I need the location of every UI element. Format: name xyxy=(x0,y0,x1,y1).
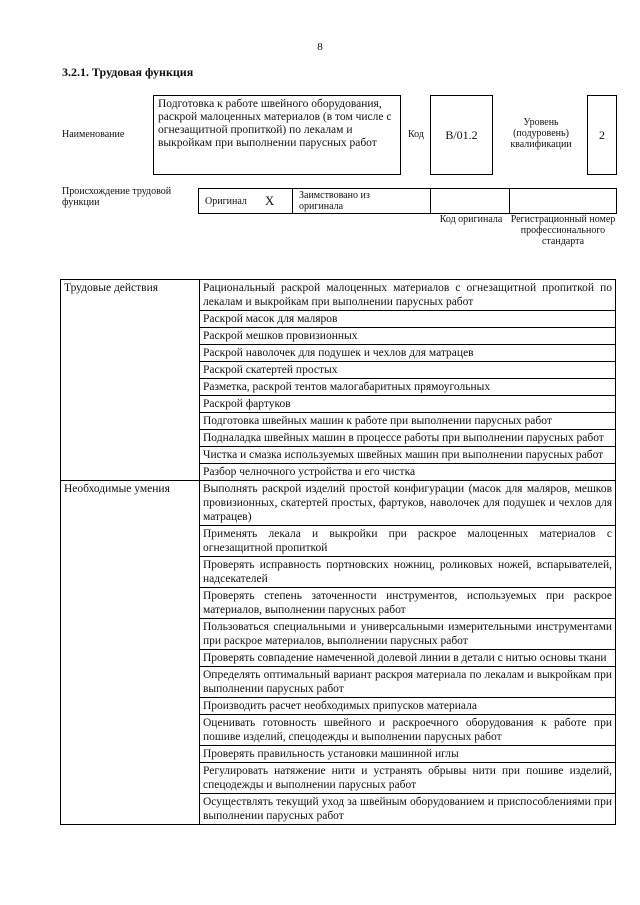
table-cell-item: Определять оптимальный вариант раскроя материала по лекалам и выкройкам при выполнении парусных работ xyxy=(200,667,616,698)
original-code-cell xyxy=(430,188,510,214)
table-cell-item: Чистка и смазка используемых швейных машин при выполнении парусных работ xyxy=(200,447,616,464)
table-cell-item: Осуществлять текущий уход за швейным оборудованием и приспособлениями при выполнении парусных работ xyxy=(200,794,616,825)
original-cell xyxy=(198,188,293,214)
section-title: 3.2.1. Трудовая функция xyxy=(62,65,194,79)
table-cell-item: Рациональный раскрой малоценных материалов с огнезащитной пропиткой по лекалам и выкройкам при выполнении парусных работ xyxy=(200,280,616,311)
table-cell-item: Выполнять раскрой изделий простой конфигурации (масок для маляров, мешков провизионных, скатертей простых, фартуков, наволочек для подушек и чехлов для матрацев) xyxy=(200,481,616,526)
code-value-box xyxy=(430,95,493,175)
table-cell-item: Подготовка швейных машин к работе при выполнении парусных работ xyxy=(200,413,616,430)
table-cell-item: Раскрой фартуков xyxy=(200,396,616,413)
table-cell-item: Производить расчет необходимых припусков материала xyxy=(200,698,616,715)
section-heading: Необходимые умения xyxy=(61,481,200,825)
table-cell-item: Применять лекала и выкройки при раскрое малоценных материалов с огнезащитной пропиткой xyxy=(200,526,616,557)
table-cell-item: Раскрой скатертей простых xyxy=(200,362,616,379)
table-cell-item: Разметка, раскрой тентов малогабаритных прямоугольных xyxy=(200,379,616,396)
table-cell-item: Проверять исправность портновских ножниц, роликовых ножей, вспарывателей, надсекателей xyxy=(200,557,616,588)
origin-row xyxy=(198,188,618,214)
function-name-box: Подготовка к работе швейного оборудования, раскрой малоценных материалов (в том числе с огнезащитной пропиткой) по лекалам и выкройкам при выполнении парусных работ xyxy=(153,95,401,175)
table-cell-item: Проверять совпадение намеченной долевой линии в детали с нитью основы ткани xyxy=(200,650,616,667)
table-cell-item: Раскрой мешков провизионных xyxy=(200,328,616,345)
code-label: Код xyxy=(408,129,424,140)
code-original-caption: Код оригинала xyxy=(439,214,503,225)
table-row xyxy=(61,280,616,311)
level-label: Уровень (подуровень) квалификации xyxy=(510,117,572,150)
labor-function-table xyxy=(60,279,616,825)
table-cell-item: Подналадка швейных машин в процессе работы при выполнении парусных работ xyxy=(200,430,616,447)
reg-number-caption: Регистрационный номер профессионального стандарта xyxy=(510,214,616,247)
reg-number-cell xyxy=(509,188,617,214)
table-cell-item: Разбор челночного устройства и его чистка xyxy=(200,464,616,481)
code-value: В/01.2 xyxy=(445,127,478,142)
table-cell-item: Регулировать натяжение нити и устранять обрывы нити при пошиве изделий, спецодежды и выполнении парусных работ xyxy=(200,763,616,794)
table-row xyxy=(61,481,616,526)
level-value: 2 xyxy=(599,127,605,142)
table-cell-item: Раскрой масок для маляров xyxy=(200,311,616,328)
origin-label: Происхождение трудовой функции xyxy=(62,186,172,208)
borrowed-label: Заимствовано из оригинала xyxy=(299,190,370,212)
table-cell-item: Проверять правильность установки машинной иглы xyxy=(200,746,616,763)
name-label: Наименование xyxy=(62,129,125,140)
original-label: Оригинал xyxy=(205,195,247,207)
original-mark: X xyxy=(264,193,275,208)
table-cell-item: Оценивать готовность швейного и раскроечного оборудования к работе при пошиве изделий, спецодежды и выполнении парусных работ xyxy=(200,715,616,746)
table-cell-item: Пользоваться специальными и универсальными измерительными инструментами при раскрое материалов, выполнении парусных работ xyxy=(200,619,616,650)
borrowed-cell xyxy=(292,188,431,214)
page-number: 8 xyxy=(317,41,323,53)
level-value-box xyxy=(587,95,617,175)
table-cell-item: Раскрой наволочек для подушек и чехлов для матрацев xyxy=(200,345,616,362)
table-cell-item: Проверять степень заточенности инструментов, используемых при раскрое материалов, выполнении парусных работ xyxy=(200,588,616,619)
section-heading: Трудовые действия xyxy=(61,280,200,481)
